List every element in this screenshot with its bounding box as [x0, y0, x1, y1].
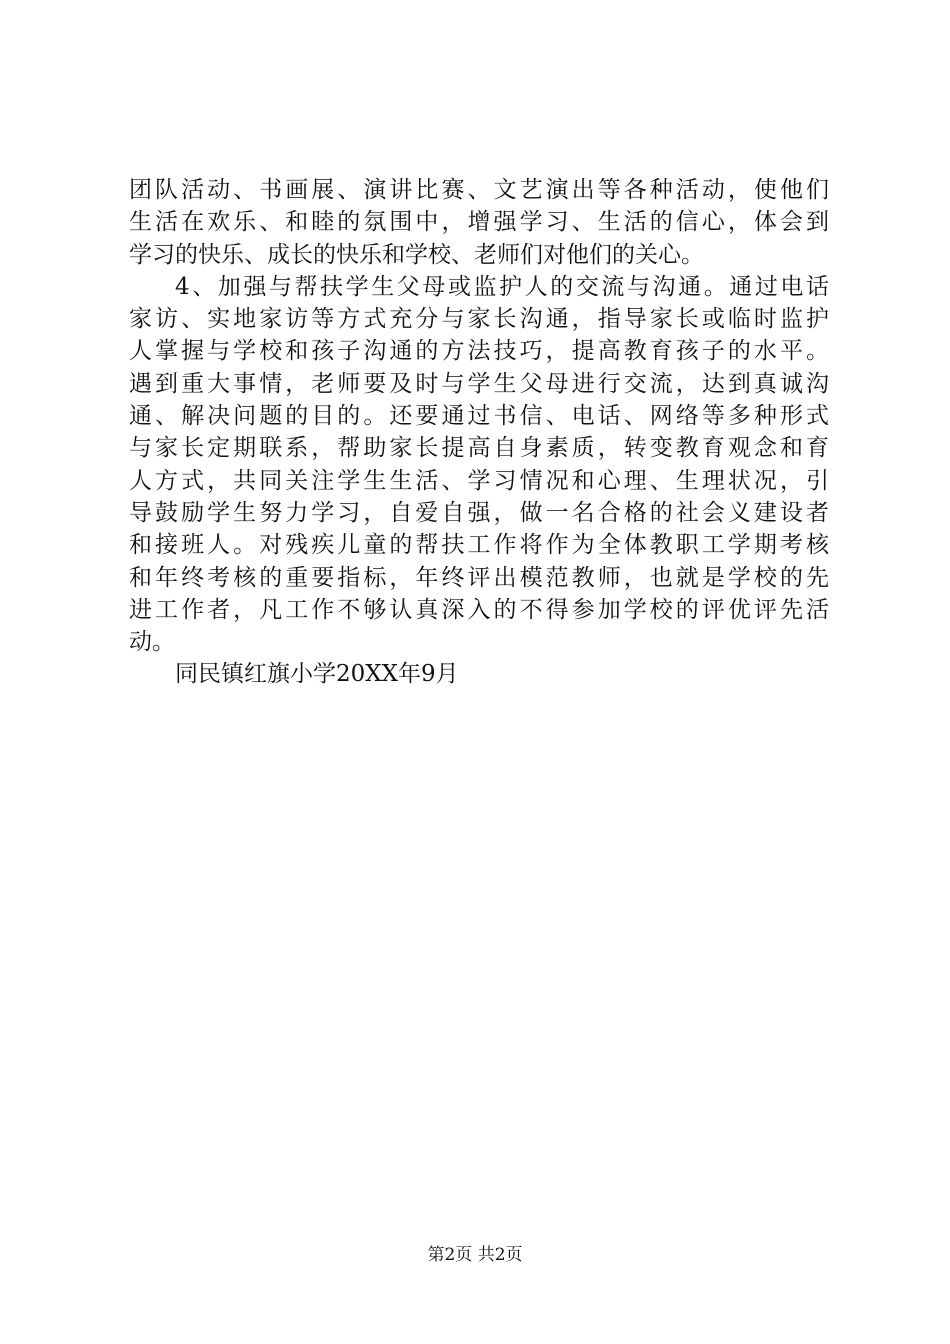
text-line: 人掌握与学校和孩子沟通的方法技巧，提高教育孩子的水平。 — [129, 338, 829, 365]
text-line: 进工作者，凡工作不够认真深入的不得参加学校的评优评先活 — [129, 596, 829, 623]
text-line: 动。 — [129, 629, 175, 656]
page-number-footer: 第2页 共2页 — [427, 1245, 523, 1265]
text-line: 人方式，共同关注学生生活、学习情况和心理、生理状况，引 — [129, 467, 829, 494]
text-line: 团队活动、书画展、演讲比赛、文艺演出等各种活动，使他们 — [129, 177, 829, 203]
text-line: 通、解决问题的目的。还要通过书信、电话、网络等多种形式 — [129, 403, 829, 430]
text-line: 生活在欢乐、和睦的氛围中，增强学习、生活的信心，体会到 — [129, 209, 829, 236]
text-line: 与家长定期联系，帮助家长提高自身素质，转变教育观念和育 — [129, 435, 829, 462]
text-line: 遇到重大事情，老师要及时与学生父母进行交流，达到真诚沟 — [129, 370, 829, 397]
signature-line: 同民镇红旗小学20XX年9月 — [175, 661, 459, 688]
text-line: 和年终考核的重要指标，年终评出模范教师，也就是学校的先 — [129, 564, 829, 591]
text-line: 导鼓励学生努力学习，自爱自强，做一名合格的社会义建设者 — [129, 499, 829, 526]
text-line: 家访、实地家访等方式充分与家长沟通，指导家长或临时监护 — [129, 306, 829, 333]
text-line: 和接班人。对残疾儿童的帮扶工作将作为全体教职工学期考核 — [129, 532, 829, 559]
text-line: 学习的快乐、成长的快乐和学校、老师们对他们的关心。 — [129, 241, 704, 268]
paragraph-start-line: 4、加强与帮扶学生父母或监护人的交流与沟通。通过电话 — [175, 273, 829, 300]
body-text — [129, 174, 829, 691]
